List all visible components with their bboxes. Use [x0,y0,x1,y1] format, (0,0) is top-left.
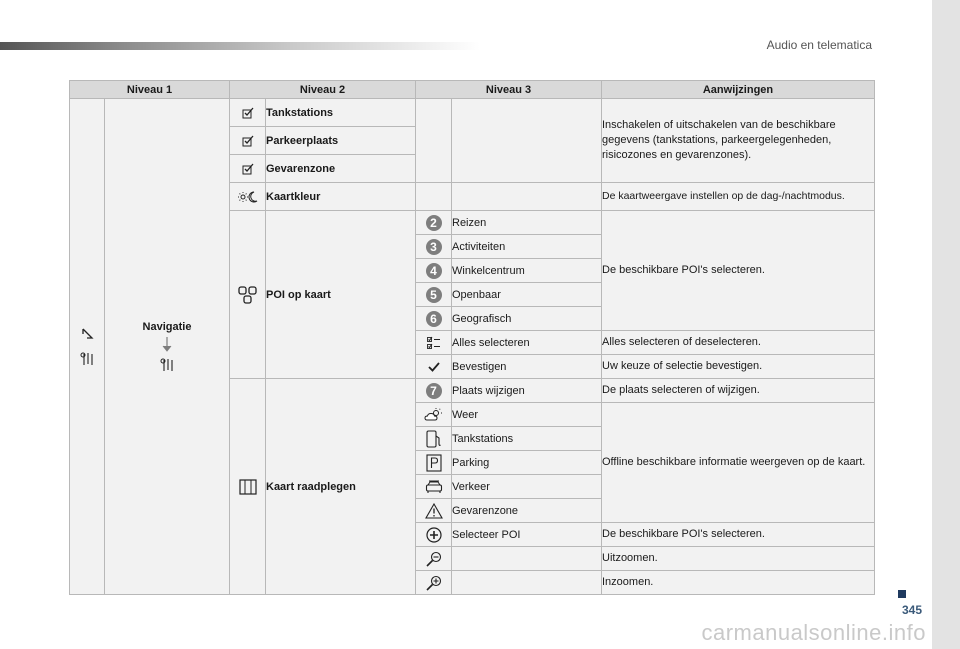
select-all-icon-cell[interactable] [416,331,452,355]
confirm-note: Uw keuze of selectie bevestigen. [602,355,875,379]
checkbox-icon [242,163,254,175]
number-badge: 2 [426,215,442,231]
empty-cell [452,547,602,571]
category-number-cell [416,211,452,235]
empty-cell [416,99,452,183]
header-notes: Aanwijzingen [602,81,875,99]
toggle-tankstations[interactable]: Tankstations [266,99,416,127]
poi-category-activiteiten[interactable]: Activiteiten [452,235,602,259]
select-all-label[interactable]: Alles selecteren [452,331,602,355]
fuel-icon-cell[interactable] [416,427,452,451]
warning-icon-cell[interactable] [416,499,452,523]
checkbox-icon [242,107,254,119]
empty-cell [452,183,602,211]
checkbox-icon [242,135,254,147]
offline-parking[interactable]: Parking [452,451,602,475]
select-poi-icon-cell[interactable] [416,523,452,547]
menu-table [69,80,875,595]
table-header-row [70,81,875,99]
map-book-icon [239,479,257,495]
navigation-label: Navigatie [142,320,192,333]
number-badge: 6 [426,311,442,327]
day-night-icon-cell[interactable] [230,183,266,211]
toggle-gevarenzone[interactable]: Gevarenzone [266,155,416,183]
confirm-label[interactable]: Bevestigen [452,355,602,379]
arrow-down-icon [162,337,172,353]
consult-map-icon-cell[interactable] [230,379,266,595]
empty-cell [452,571,602,595]
zoom-out-icon [425,551,443,567]
zoom-in-icon-cell[interactable] [416,571,452,595]
zoom-out-icon-cell[interactable] [416,547,452,571]
category-number-cell [416,235,452,259]
select-poi-note: De beschikbare POI's selecteren. [602,523,875,547]
change-place-note: De plaats selecteren of wijzigen. [602,379,875,403]
checkbox-icon-cell[interactable] [230,155,266,183]
number-badge: 4 [426,263,442,279]
map-settings-icon [80,351,94,367]
watermark: carmanualsonline.info [701,620,926,645]
navigation-arrow-icon [80,327,94,341]
header-level-3: Niveau 3 [416,81,602,99]
offline-tankstations[interactable]: Tankstations [452,427,602,451]
zoom-in-note: Inzoomen. [602,571,875,595]
empty-cell [452,99,602,183]
map-settings-icon [160,357,174,373]
empty-cell [416,183,452,211]
number-badge: 7 [426,383,442,399]
poi-map-label[interactable]: POI op kaart [266,211,416,379]
poi-category-openbaar[interactable]: Openbaar [452,283,602,307]
fuel-pump-icon [426,430,442,448]
traffic-car-icon [425,479,443,495]
offline-gevarenzone[interactable]: Gevarenzone [452,499,602,523]
table-row [70,99,875,127]
consult-map-label[interactable]: Kaart raadplegen [266,379,416,595]
poi-categories-note: De beschikbare POI's selecteren. [602,211,875,331]
weather-icon-cell[interactable] [416,403,452,427]
warning-triangle-icon [425,503,443,519]
page-number: 345 [901,603,922,617]
header-level-1: Niveau 1 [70,81,230,99]
category-number-cell [416,259,452,283]
traffic-icon-cell[interactable] [416,475,452,499]
zoom-in-icon [425,575,443,591]
checkbox-icon-cell[interactable] [230,99,266,127]
navigation-cell[interactable] [105,99,230,595]
category-number-cell [416,307,452,331]
change-place-label[interactable]: Plaats wijzigen [452,379,602,403]
day-night-icon [238,191,258,203]
toggles-note: Inschakelen of uitschakelen van de beschikbare gegevens (tankstations, parkeergelegenheden, risicozones en gevarenzones). [602,99,875,183]
poi-category-geografisch[interactable]: Geografisch [452,307,602,331]
weather-icon [424,408,444,422]
poi-icon-cell[interactable] [230,211,266,379]
category-number-cell [416,379,452,403]
category-number-cell [416,283,452,307]
side-band [932,0,960,649]
offline-note: Offline beschikbare informatie weergeven op de kaart. [602,403,875,523]
select-poi-label[interactable]: Selecteer POI [452,523,602,547]
map-color-note: De kaartweergave instellen op de dag-/nachtmodus. [602,183,875,211]
poi-category-winkelcentrum[interactable]: Winkelcentrum [452,259,602,283]
level1-cell [70,99,105,595]
header-gradient-bar [0,42,480,50]
parking-icon [426,454,442,472]
section-title: Audio en telematica [766,38,872,52]
checkbox-icon-cell[interactable] [230,127,266,155]
number-badge: 5 [426,287,442,303]
offline-weer[interactable]: Weer [452,403,602,427]
map-color-label[interactable]: Kaartkleur [266,183,416,211]
zoom-out-note: Uitzoomen. [602,547,875,571]
confirm-icon-cell[interactable] [416,355,452,379]
add-circle-icon [426,527,442,543]
toggle-parkeerplaats[interactable]: Parkeerplaats [266,127,416,155]
select-all-icon [427,336,441,350]
select-all-note: Alles selecteren of deselecteren. [602,331,875,355]
header-level-2: Niveau 2 [230,81,416,99]
poi-map-icon [238,286,258,304]
offline-verkeer[interactable]: Verkeer [452,475,602,499]
check-icon [428,362,440,372]
parking-icon-cell[interactable] [416,451,452,475]
number-badge: 3 [426,239,442,255]
poi-category-reizen[interactable]: Reizen [452,211,602,235]
page-marker [898,590,906,598]
